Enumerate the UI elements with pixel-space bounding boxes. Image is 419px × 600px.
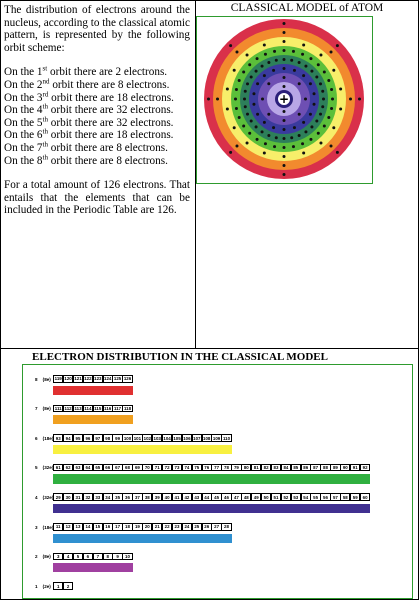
element-cell: 37 xyxy=(132,493,142,501)
element-cell: 103 xyxy=(153,435,161,441)
electron-dot xyxy=(256,138,259,141)
element-cell: 113 xyxy=(74,405,82,411)
electron-dot xyxy=(283,85,286,88)
element-cell: 71 xyxy=(152,464,162,472)
orbit-row-label-1: 1 (2e) xyxy=(35,583,51,589)
element-cell: 77 xyxy=(211,464,221,472)
electron-dot xyxy=(331,98,334,101)
element-cell: 85 xyxy=(291,464,301,472)
element-cell: 80 xyxy=(241,464,251,472)
element-cell: 69 xyxy=(132,464,142,472)
element-cell: 8 xyxy=(103,553,113,561)
element-cell: 108 xyxy=(203,435,211,441)
element-cell: 64 xyxy=(83,464,93,472)
orbit-line-2: On the 2nd orbit there are 8 electrons. xyxy=(4,77,170,91)
electron-dot xyxy=(264,53,267,56)
element-cell: 100 xyxy=(123,435,132,441)
element-cell: 55 xyxy=(310,493,320,501)
element-cell: 29 xyxy=(53,493,63,501)
element-cell: 95 xyxy=(73,434,83,442)
element-cell: 120 xyxy=(64,376,72,382)
orbit-color-bar-5 xyxy=(53,474,370,483)
element-cell: 14 xyxy=(83,523,93,531)
element-cell: 105 xyxy=(173,435,181,441)
electron-dot xyxy=(302,74,305,77)
electron-dot xyxy=(330,145,333,148)
electron-dot xyxy=(315,119,318,122)
electron-dot xyxy=(267,61,270,64)
element-cell: 9 xyxy=(112,553,122,561)
element-cell: 102 xyxy=(143,435,151,441)
element-cell: 73 xyxy=(172,464,182,472)
electron-dot xyxy=(267,113,270,116)
electron-dot xyxy=(272,126,275,129)
electron-dot xyxy=(315,76,318,79)
orbit-row-label-2: 2 (8e) xyxy=(35,554,51,560)
electron-dot xyxy=(283,49,286,52)
electron-dot xyxy=(327,79,330,82)
electron-dot xyxy=(332,69,335,72)
electron-dot xyxy=(310,125,313,128)
element-cell: 53 xyxy=(291,493,301,501)
element-cell: 65 xyxy=(93,464,103,472)
electron-dot xyxy=(252,103,255,106)
electron-dot xyxy=(261,130,264,133)
electron-dot xyxy=(319,82,322,85)
electron-dot xyxy=(283,173,286,176)
element-cell: 86 xyxy=(301,464,311,472)
electron-dot xyxy=(264,142,267,145)
element-cell: 59 xyxy=(350,493,360,501)
electron-dot xyxy=(248,63,251,66)
element-cell: 50 xyxy=(261,493,271,501)
element-cell: 122 xyxy=(84,376,92,382)
element-cell: 106 xyxy=(183,435,191,441)
orbit-line-1: On the 1st orbit there are 2 electrons. xyxy=(4,64,168,79)
electron-dot xyxy=(302,43,305,46)
electron-dot xyxy=(319,53,322,56)
electron-dot xyxy=(273,145,276,148)
electron-dot xyxy=(273,50,276,53)
electron-dot xyxy=(226,107,229,110)
electron-dot xyxy=(233,126,236,129)
element-cell: 3 xyxy=(53,553,63,561)
element-cell: 91 xyxy=(350,464,360,472)
element-cell: 52 xyxy=(281,493,291,501)
element-cell: 83 xyxy=(271,464,281,472)
element-cell: 48 xyxy=(241,493,251,501)
orbit-line-7: On the 7th orbit there are 8 electrons. xyxy=(4,140,168,154)
electron-dot xyxy=(246,142,249,145)
nucleus-plus-sign: + xyxy=(278,92,290,107)
electron-dot xyxy=(283,58,286,61)
element-cell: 88 xyxy=(320,464,330,472)
element-cell: 58 xyxy=(340,493,350,501)
electron-dot xyxy=(323,124,326,127)
element-cell: 7 xyxy=(93,553,103,561)
electron-dot xyxy=(252,92,255,95)
electron-dot xyxy=(238,116,241,119)
element-cell: 98 xyxy=(103,434,113,442)
electron-dot xyxy=(339,88,342,91)
electron-dot xyxy=(256,113,259,116)
horizontal-divider xyxy=(0,348,419,349)
electron-dot xyxy=(267,82,270,85)
element-cell: 32 xyxy=(83,493,93,501)
electron-dot xyxy=(244,90,247,93)
element-cell: 124 xyxy=(104,376,112,382)
electron-dot xyxy=(234,98,237,101)
electron-dot xyxy=(242,124,245,127)
electron-dot xyxy=(244,105,247,108)
element-cell: 11 xyxy=(53,523,63,531)
element-cell: 68 xyxy=(122,464,132,472)
electron-dot xyxy=(336,44,339,47)
orbit-line-4: On the 4th orbit there are 32 electrons. xyxy=(4,102,174,117)
orbit-line-6: On the 6th orbit there are 18 electrons. xyxy=(4,127,174,142)
element-cell: 15 xyxy=(93,523,103,531)
electron-dot xyxy=(246,82,249,85)
electron-dot xyxy=(283,40,286,43)
element-cell: 119 xyxy=(54,376,62,382)
electron-dot xyxy=(243,98,246,101)
electron-dot xyxy=(319,113,322,116)
orbit-color-bar-3 xyxy=(53,534,232,543)
element-cell: 79 xyxy=(231,464,241,472)
electron-dot xyxy=(327,116,330,119)
electron-dot xyxy=(263,43,266,46)
electron-dot xyxy=(283,119,286,122)
element-cell: 39 xyxy=(152,493,162,501)
electron-dot xyxy=(293,69,296,72)
electron-dot xyxy=(275,59,278,62)
element-cell: 125 xyxy=(113,376,122,382)
electron-dot xyxy=(235,145,238,148)
distribution-title: ELECTRON DISTRIBUTION IN THE CLASSICAL MODEL xyxy=(32,351,328,363)
electron-dot xyxy=(272,69,275,72)
electron-dot xyxy=(293,126,296,129)
element-cell: 1 xyxy=(53,582,63,590)
element-cell: 20 xyxy=(142,523,152,531)
electron-dot xyxy=(238,79,241,82)
electron-dot xyxy=(229,151,232,154)
element-cell: 46 xyxy=(221,493,231,501)
electron-dot xyxy=(309,113,312,116)
element-cell: 72 xyxy=(162,464,172,472)
orbit-row-label-5: 5 (32e) xyxy=(35,465,54,471)
electron-dot xyxy=(321,105,324,108)
orbit-color-bar-6 xyxy=(53,445,232,454)
element-cell: 18 xyxy=(122,523,132,531)
element-cell: 81 xyxy=(251,464,261,472)
electron-dot xyxy=(298,134,301,137)
electron-dot xyxy=(246,53,249,56)
element-cell: 5 xyxy=(73,553,83,561)
element-cell: 66 xyxy=(103,464,113,472)
element-cell: 16 xyxy=(103,523,113,531)
electron-dot xyxy=(330,50,333,53)
electron-dot xyxy=(358,98,361,101)
electron-dot xyxy=(302,121,305,124)
element-cell: 60 xyxy=(360,493,370,501)
element-cell: 70 xyxy=(142,464,152,472)
electron-dot xyxy=(283,164,286,167)
electron-dot xyxy=(216,98,219,101)
electron-dot xyxy=(275,136,278,139)
electron-dot xyxy=(283,128,286,131)
element-cell: 2 xyxy=(63,582,73,590)
electron-dot xyxy=(263,74,266,77)
electron-dot xyxy=(319,142,322,145)
electron-dot xyxy=(336,151,339,154)
electron-dot xyxy=(313,103,316,106)
element-cell: 57 xyxy=(330,493,340,501)
electron-dot xyxy=(309,82,312,85)
orbit-line-8: On the 8th orbit there are 8 electrons. xyxy=(4,152,168,167)
element-cell: 90 xyxy=(340,464,350,472)
element-cell: 117 xyxy=(114,405,122,411)
electron-dot xyxy=(229,44,232,47)
element-cell: 38 xyxy=(142,493,152,501)
element-cell: 24 xyxy=(182,523,192,531)
element-cell: 104 xyxy=(163,435,171,441)
electron-dot xyxy=(256,82,259,85)
electron-dot xyxy=(235,88,238,91)
element-cell: 74 xyxy=(182,464,192,472)
orbit-color-bar-2 xyxy=(53,563,133,572)
element-cell: 47 xyxy=(231,493,241,501)
element-cell: 123 xyxy=(94,376,102,382)
electron-dot xyxy=(309,138,312,141)
electron-dot xyxy=(290,59,293,62)
element-cell: 40 xyxy=(162,493,172,501)
electron-dot xyxy=(233,69,236,72)
element-cell: 63 xyxy=(73,464,83,472)
electron-dot xyxy=(283,76,286,79)
element-cell: 93 xyxy=(53,434,63,442)
electron-dot xyxy=(263,152,266,155)
element-cell: 89 xyxy=(330,464,340,472)
element-cell: 126 xyxy=(123,376,132,382)
element-cell: 30 xyxy=(63,493,73,501)
orbit-list xyxy=(4,66,190,167)
element-cell: 17 xyxy=(112,523,122,531)
electron-dot xyxy=(310,70,313,73)
element-cell: 67 xyxy=(112,464,122,472)
element-cell: 4 xyxy=(63,553,73,561)
electron-dot xyxy=(255,125,258,128)
electron-dot xyxy=(235,50,238,53)
electron-dot xyxy=(290,136,293,139)
element-cell: 101 xyxy=(133,435,142,441)
element-cell: 35 xyxy=(112,493,122,501)
element-cell: 22 xyxy=(162,523,172,531)
element-cell: 84 xyxy=(281,464,291,472)
electron-dot xyxy=(292,145,295,148)
element-cell: 25 xyxy=(192,523,202,531)
element-cell: 118 xyxy=(123,405,132,411)
electron-dot xyxy=(283,155,286,158)
summary-paragraph: For a total amount of 126 electrons. That entails that the elements that can be included in the Periodic Table are 126. xyxy=(4,179,190,217)
electron-dot xyxy=(298,82,301,85)
element-cell: 28 xyxy=(221,523,231,531)
element-cell: 97 xyxy=(93,434,103,442)
electron-dot xyxy=(298,61,301,64)
element-cell: 54 xyxy=(301,493,311,501)
electron-dot xyxy=(261,98,264,101)
element-cell: 99 xyxy=(112,434,122,442)
element-cell: 43 xyxy=(192,493,202,501)
electron-dot xyxy=(283,110,286,113)
electron-dot xyxy=(304,130,307,133)
element-cell: 6 xyxy=(83,553,93,561)
electron-dot xyxy=(298,113,301,116)
electron-dot xyxy=(207,98,210,101)
electron-dot xyxy=(330,88,333,91)
electron-dot xyxy=(267,134,270,137)
element-cell: 111 xyxy=(54,405,62,411)
element-cell: 110 xyxy=(222,435,231,441)
element-cell: 56 xyxy=(320,493,330,501)
electron-dot xyxy=(248,132,251,135)
electron-dot xyxy=(226,88,229,91)
element-cell: 26 xyxy=(202,523,212,531)
element-cell: 121 xyxy=(74,376,82,382)
element-cell: 23 xyxy=(172,523,182,531)
atom-title: CLASSICAL MODEL of ATOM xyxy=(230,2,384,14)
electron-dot xyxy=(323,71,326,74)
element-cell: 27 xyxy=(211,523,221,531)
electron-dot xyxy=(301,53,304,56)
electron-dot xyxy=(309,57,312,60)
electron-dot xyxy=(302,152,305,155)
orbit-color-bar-8 xyxy=(53,386,133,395)
element-cell: 112 xyxy=(64,405,72,411)
element-cell: 62 xyxy=(63,464,73,472)
electron-dot xyxy=(304,98,307,101)
electron-dot xyxy=(332,126,335,129)
element-cell: 109 xyxy=(212,435,221,441)
electron-dot xyxy=(339,107,342,110)
orbit-row-label-6: 6 (18e) xyxy=(35,435,54,441)
element-cell: 82 xyxy=(261,464,271,472)
electron-dot xyxy=(235,107,238,110)
element-cell: 42 xyxy=(182,493,192,501)
element-cell: 61 xyxy=(53,464,63,472)
electron-dot xyxy=(261,65,264,68)
element-cell: 92 xyxy=(360,464,370,472)
electron-dot xyxy=(250,119,253,122)
element-cell: 41 xyxy=(172,493,182,501)
element-cell: 96 xyxy=(83,434,93,442)
orbit-line-3: On the 3rd orbit there are 18 electrons. xyxy=(4,89,174,104)
electron-dot xyxy=(317,63,320,66)
element-cell: 36 xyxy=(122,493,132,501)
intro-text xyxy=(4,4,190,217)
electron-dot xyxy=(283,22,286,25)
element-cell: 21 xyxy=(152,523,162,531)
element-cell: 76 xyxy=(202,464,212,472)
element-cell: 12 xyxy=(63,523,73,531)
electron-dot xyxy=(283,67,286,70)
element-cell: 75 xyxy=(192,464,202,472)
electron-dot xyxy=(256,57,259,60)
element-cell: 49 xyxy=(251,493,261,501)
electron-dot xyxy=(317,132,320,135)
electron-dot xyxy=(255,70,258,73)
electron-dot xyxy=(283,137,286,140)
element-cell: 51 xyxy=(271,493,281,501)
electron-dot xyxy=(283,31,286,34)
electron-dot xyxy=(283,146,286,149)
element-cell: 116 xyxy=(104,405,112,411)
electron-dot xyxy=(292,50,295,53)
orbit-line-5: On the 5th orbit there are 32 electrons. xyxy=(4,115,174,129)
element-cell: 115 xyxy=(94,405,102,411)
electron-dot xyxy=(304,65,307,68)
electron-dot xyxy=(330,107,333,110)
electron-dot xyxy=(321,90,324,93)
atom-diagram xyxy=(198,17,370,181)
electron-dot xyxy=(263,121,266,124)
orbit-row-label-8: 8 (8e) xyxy=(35,376,51,382)
element-cell: 94 xyxy=(63,434,73,442)
element-cell: 10 xyxy=(122,553,132,561)
element-cell: 31 xyxy=(73,493,83,501)
electron-dot xyxy=(242,71,245,74)
element-cell: 44 xyxy=(202,493,212,501)
element-cell: 114 xyxy=(84,405,92,411)
element-cell: 78 xyxy=(221,464,231,472)
electron-dot xyxy=(322,98,325,101)
element-cell: 19 xyxy=(132,523,142,531)
element-cell: 13 xyxy=(73,523,83,531)
electron-dot xyxy=(246,113,249,116)
intro-paragraph: The distribution of electrons around the nucleus, according to the classical atomic pattern, is represented by the following orbit scheme: xyxy=(4,4,190,54)
orbit-color-bar-7 xyxy=(53,415,133,424)
electron-dot xyxy=(313,92,316,95)
electron-dot xyxy=(250,76,253,79)
element-cell: 33 xyxy=(93,493,103,501)
electron-dot xyxy=(301,142,304,145)
orbit-row-label-7: 7 (8e) xyxy=(35,406,51,412)
electron-dot xyxy=(349,98,352,101)
orbit-row-label-4: 4 (32e) xyxy=(35,494,54,500)
orbit-row-label-3: 3 (18e) xyxy=(35,524,54,530)
orbit-color-bar-4 xyxy=(53,504,370,513)
element-cell: 34 xyxy=(103,493,113,501)
element-cell: 87 xyxy=(310,464,320,472)
element-cell: 107 xyxy=(193,435,201,441)
element-cell: 45 xyxy=(211,493,221,501)
